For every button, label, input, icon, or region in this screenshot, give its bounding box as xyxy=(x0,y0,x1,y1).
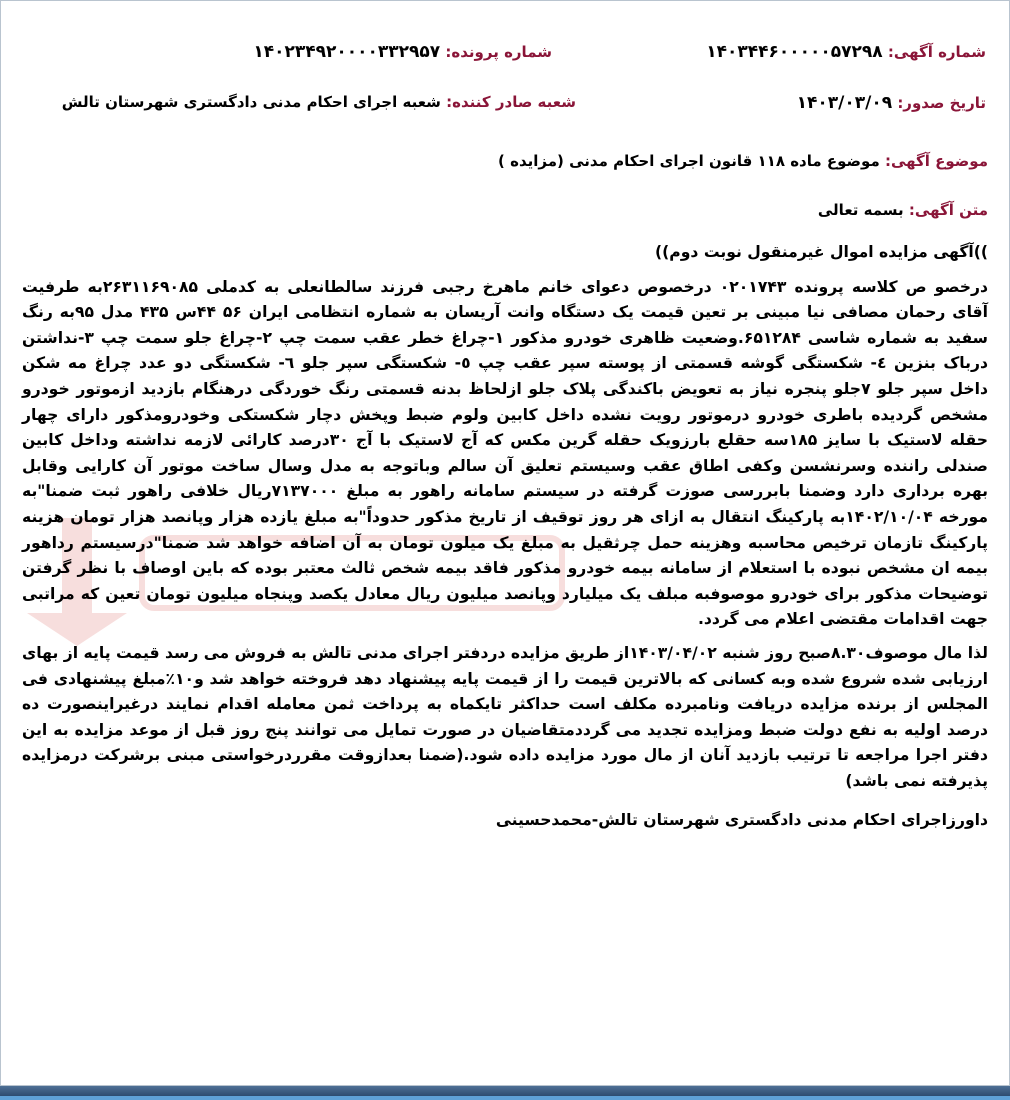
case-number-field xyxy=(253,42,552,62)
subject-label: موضوع آگهی: xyxy=(884,152,988,170)
issuing-branch-field xyxy=(62,93,576,111)
body-label: متن آگهی: xyxy=(908,201,988,219)
notice-number-field xyxy=(706,42,986,62)
body-opening: بسمه تعالی xyxy=(817,201,904,219)
case-number-value: ۱۴۰۲۳۴۹۲۰۰۰۰۳۳۲۹۵۷ xyxy=(253,42,441,62)
notice-number-value: ۱۴۰۳۴۴۶۰۰۰۰۰۵۷۲۹۸ xyxy=(706,42,883,62)
issuing-branch-label: شعبه صادر کننده: xyxy=(446,93,576,111)
issue-date-value: ۱۴۰۳/۰۳/۰۹ xyxy=(796,93,893,113)
notice-number-label: شماره آگهی: xyxy=(887,43,986,61)
notice-body xyxy=(22,240,988,834)
notice-title: ))آگهی مزایده اموال غیرمنقول نوبت دوم)) xyxy=(655,243,988,261)
subject-value: موضوع ماده ۱۱۸ قانون اجرای احکام مدنی (مزایده ) xyxy=(498,152,880,170)
issue-date-field xyxy=(797,93,986,113)
notice-signature: داورزاجرای احکام مدنی دادگستری شهرستان تالش-محمدحسینی xyxy=(495,811,988,830)
notice-description: درخصو ص کلاسه پرونده ۰۲۰۱۷۴۳ درخصوص دعوای خانم ماهرخ رجبی فرزند سالطانعلی به کدملی ۲۶۳۱۱۶۹۰۸۵به طرفیت آقای رحمان مصافی نیا مبینی بر تعین قیمت یک دستگاه وانت آریسان به شماره انتظامی ایران ۵۶ ۴۴س ۴۳۵ مدل ۹۵به رنگ سفید به شماره شاسی ۶۵۱۲۸۴.وضعیت ظاهری خودرو مذکور ۱-چراغ خطر عقب سمت چپ ۲-چراغ جلو سمت چپ ۳-نداشتن درباک بنزین ٤- شکستگی گوشه قسمتی از پوسته سپر عقب چپ ٥- شکستگی سپر جلو ٦- شکستگی دو عدد چراغ مه شکن داخل سپر جلو ۷جلو پنجره نیاز به تعویض باکندگی پلاک جلو ازلحاظ بدنه قسمتی رنگ خوردگی درهنگام بازدید ازموتور خودرو مشخص گردیده باطری خودرو درموتور رویت نشده داخل کابین ولوم ضبط وپخش دچار شکستکی وخودرومذکور دارای چهار حقله لاستیک با سایز ۱۸۵سه حقلع بارزویک حقله گرین مکس که آج لاستیک با آج ۳۰درصد کارائی لازمه نداشته وداخل کابین صندلی راننده وسرنشسن وکفی اطاق عقب وسیستم تعلیق آن سالم وباتوجه به مدل وسال ساخت موتور آن کارایی وقابل بهره برداری دارد وضمنا بابررسی صوزت گرفته در سیستم سامانه راهور به مبلغ ۷۱۳۷۰۰۰ریال خلافی راهور ثبت ضمنا"به مورخه ۱۴۰۲/۱۰/۰۴به پارکینگ انتقال به ازای هر روز توقیف از تاریخ مذکور حدوداً"به مبلغ یازده هزار وپانصد هزار تومان هزینه پارکینگ تازمان ترخیص محاسبه وهزینه حمل چرثقیل به مبلغ یک میلون تومان به آن اضافه خواهد شد ضمنا"درسیستم رداهور بیمه ان مشخص نبوده با استعلام از سامانه بیمه خودرو مذکور فاقد بیمه شخص ثالث معتبر بوده که باین اوصاف با نظر گرفتن توضیحات مذکور برای خودرو موصوفبه مبلف یک میلیارد وپانصد میلیون ریال معادل یکصد وپنجاه میلیون تومان تعین که مراتبی جهت اقدامات مقتضی اعلام می گردد. xyxy=(22,277,989,629)
subject-field xyxy=(498,152,988,170)
body-label-field xyxy=(818,201,988,219)
notice-sale-terms: لذا مال موصوف۸.۳۰صبح روز شنبه ۱۴۰۳/۰۴/۰۲از طریق مزایده دردفتر اجرای مدنی تالش به فروش می رسد قیمت پایه از بهای ارزیابی شده شروع شده وبه کسانی که بالاترین قیمت را از قیمت پایه پیشنهاد دهد فروخته خواهد شد و۱۰٪مبلغ پیشنهادی فی المجلس از برنده مزایده دریافت ونامبرده مکلف است حداکثر تایکماه به پرداخت ثمن معامله اقدام نمایند درغیراینصورت ده درصد اولیه به نفع دولت ضبط ومزایده تجدید می گردد‌متقاضیان در صورت تمایل می توانند پنج روز قبل از موعد مزایده به این دفتر اجرا مراجعه تا ترتیب بازدید آنان از مال مورد مزایده داده شود.(ضمنا بعدازوقت مقرردرخواستی مبنی برشرکت درمزایده پذیرفته نمی باشد) xyxy=(22,643,989,790)
issuing-branch-value: شعبه اجرای احکام مدنی دادگستری شهرستان تالش xyxy=(61,93,441,111)
window-bottom-bar xyxy=(0,1086,1010,1100)
issue-date-label: تاریخ صدور: xyxy=(897,94,986,112)
case-number-label: شماره پرونده: xyxy=(445,43,552,61)
